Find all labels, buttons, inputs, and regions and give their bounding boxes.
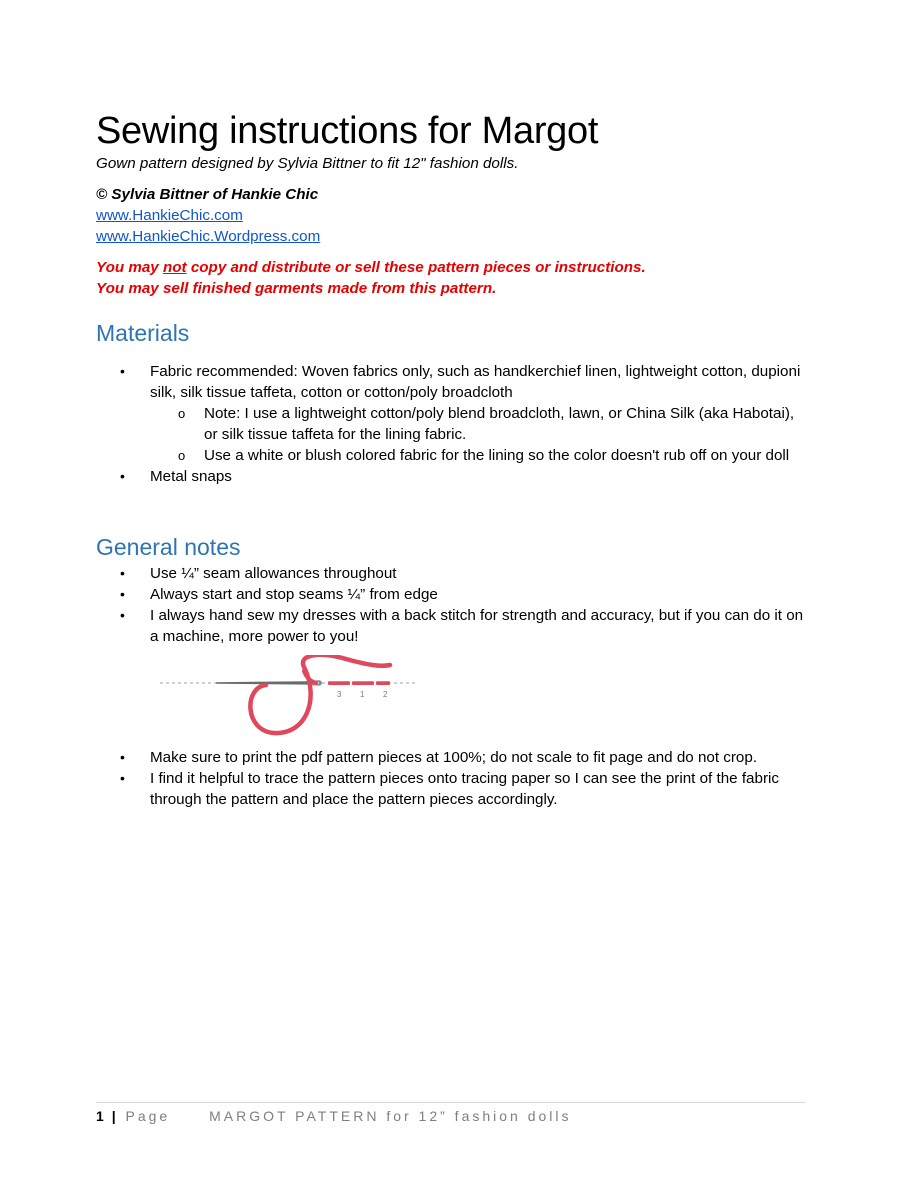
warning-not-emphasis: not xyxy=(162,259,187,276)
warning-line-2: You may sell finished garments made from this pattern. xyxy=(96,280,497,297)
copyright-warning xyxy=(96,257,808,299)
website-link[interactable]: www.HankieChic.com xyxy=(96,207,243,224)
materials-list xyxy=(96,361,808,487)
page-word: Page xyxy=(125,1108,171,1124)
back-stitch-illustration xyxy=(158,655,420,737)
list-item: • Always start and stop seams ¼” from edge xyxy=(96,584,808,605)
general-notes-list xyxy=(96,563,808,647)
footer-doc-title: MARGOT PATTERN for 12” fashion dolls xyxy=(209,1108,572,1124)
sub-list-item: o Use a white or blush colored fabric for the lining so the color doesn't rub off on your doll xyxy=(96,445,808,466)
blog-link[interactable]: www.HankieChic.Wordpress.com xyxy=(96,228,321,245)
copyright-line: © Sylvia Bittner of Hankie Chic xyxy=(96,186,319,203)
page-footer xyxy=(96,1102,806,1124)
page-subtitle: Gown pattern designed by Sylvia Bittner to fit 12" fashion dolls. xyxy=(96,155,519,172)
stitch-label-1: 1 xyxy=(360,690,365,699)
list-item: • Use ¼” seam allowances throughout xyxy=(96,563,808,584)
materials-heading: Materials xyxy=(96,320,190,346)
footer-separator: | xyxy=(111,1108,119,1124)
thread-path xyxy=(250,655,390,733)
warning-line-1: You may not copy and distribute or sell these pattern pieces or instructions. xyxy=(96,259,646,276)
sub-list-item: o Note: I use a lightweight cotton/poly blend broadcloth, lawn, or China Silk (aka Habotai), or silk tissue taffeta for the lining fabric. xyxy=(96,403,808,445)
list-item: • I find it helpful to trace the pattern pieces onto tracing paper so I can see the print of the fabric through the pattern and place the pattern pieces accordingly. xyxy=(96,768,808,810)
list-item: • Fabric recommended: Woven fabrics only, such as handkerchief linen, lightweight cotton, dupioni silk, silk tissue taffeta, cotton or cotton/poly broadcloth xyxy=(96,361,808,403)
stitch-label-2: 2 xyxy=(383,690,388,699)
general-notes-heading: General notes xyxy=(96,534,241,560)
page-title: Sewing instructions for Margot xyxy=(96,110,599,152)
list-item: • Metal snaps xyxy=(96,466,808,487)
document-page xyxy=(96,108,808,810)
general-notes-list-continued xyxy=(96,747,808,810)
stitch-label-3: 3 xyxy=(337,690,342,699)
list-item: • I always hand sew my dresses with a back stitch for strength and accuracy, but if you can do it on a machine, more power to you! xyxy=(96,605,808,647)
needle-icon xyxy=(216,680,322,685)
stitch-marks xyxy=(328,681,390,685)
page-number: 1 xyxy=(96,1108,105,1124)
list-item: • Make sure to print the pdf pattern pieces at 100%; do not scale to fit page and do not crop. xyxy=(96,747,808,768)
